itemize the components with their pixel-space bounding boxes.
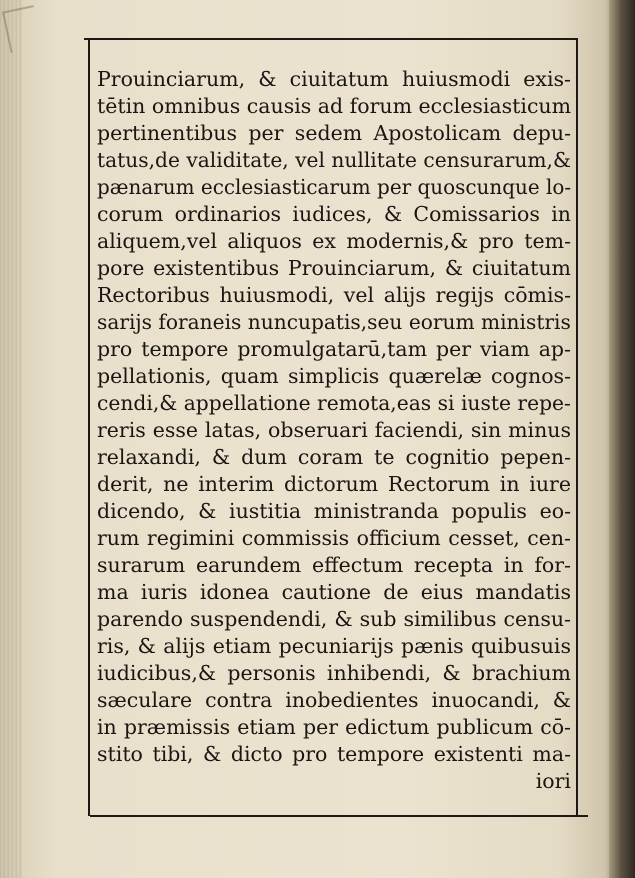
text-line: pro tempore promulgatarū,tam per viam ap-: [97, 337, 571, 361]
text-line: sæculare contra inobedientes inuocandi, &: [97, 688, 571, 712]
body-text: [97, 66, 571, 795]
text-line: pellationis, quam simplicis quærelæ cognos-: [97, 364, 571, 388]
text-line: relaxandi, & dum coram te cognitio pepen-: [97, 445, 571, 469]
book-gutter-right: [609, 0, 635, 878]
text-line: pertinentibus per sedem Apostolicam depu-: [97, 121, 571, 145]
text-line: pore existentibus Prouinciarum, & ciuitatum: [97, 256, 571, 280]
text-line: Prouinciarum, & ciuitatum huiusmodi exis-: [97, 67, 571, 91]
text-line: pænarum ecclesiasticarum per quoscunque lo-: [97, 175, 572, 199]
text-line: cendi,& appellatione remota,eas si iuste repe-: [97, 391, 571, 415]
text-line: aliquem,vel aliquos ex modernis,& pro tem-: [97, 229, 571, 253]
text-frame-bottom-rule: [90, 815, 588, 817]
text-line: parendo suspendendi, & sub similibus censu-: [97, 607, 571, 631]
text-line: derit, ne interim dictorum Rectorum in iure: [97, 472, 571, 496]
text-line: dicendo, & iustitia ministranda populis eo-: [97, 499, 571, 523]
text-line: rum regimini commissis officium cesset, cen-: [97, 526, 571, 550]
text-line: corum ordinarios iudices, & Comissarios in: [97, 202, 571, 226]
text-line: ma iuris idonea cautione de eius mandatis: [97, 580, 571, 604]
text-line: stito tibi, & dicto pro tempore existenti ma-: [97, 742, 571, 766]
text-line: reris esse latas, obseruari faciendi, sin minus: [97, 418, 571, 442]
text-line: in præmissis etiam per edictum publicum cō-: [97, 715, 571, 739]
text-line: sarijs foraneis nuncupatis,seu eorum ministris: [97, 310, 571, 334]
text-line: tētin omnibus causis ad forum ecclesiasticum: [97, 94, 572, 118]
text-line: iudicibus,& personis inhibendi, & brachium: [97, 661, 571, 685]
catchword: iori: [535, 769, 571, 793]
text-line: surarum earundem effectum recepta in for-: [97, 553, 571, 577]
text-line: ris, & alijs etiam pecuniarijs pænis quibusuis: [97, 634, 571, 658]
text-line: tatus,de validitate, vel nullitate censurarum,&: [97, 148, 571, 172]
page-stack-edge-left: [0, 0, 22, 878]
text-line: Rectoribus huiusmodi, vel alijs regijs cōmis-: [97, 283, 571, 307]
